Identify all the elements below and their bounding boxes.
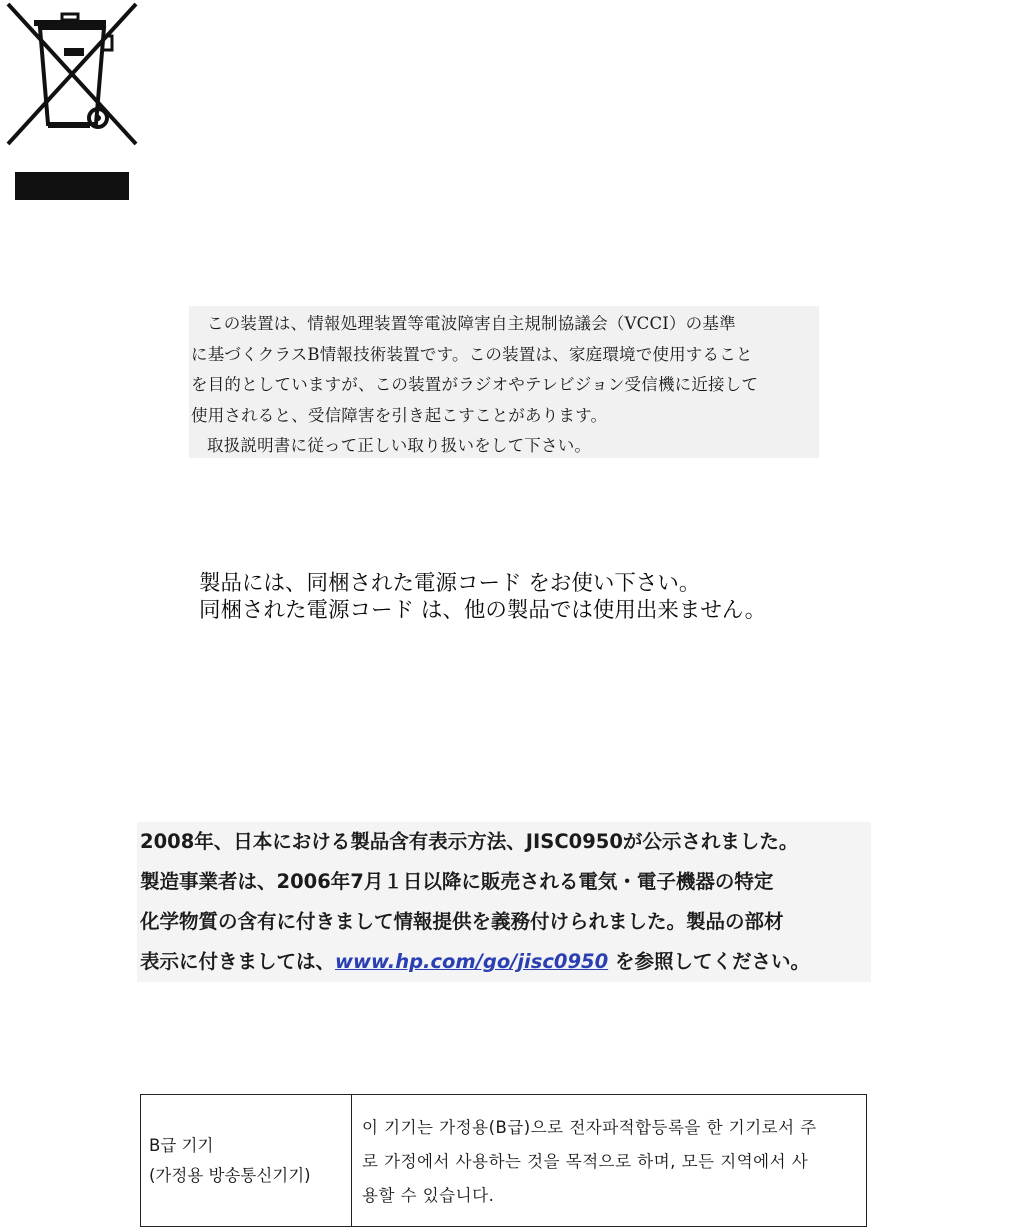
jis-line-4-suffix: を参照してください。 <box>608 950 810 973</box>
jis-line-4 <box>140 942 871 982</box>
class-description-line-2: 로 가정에서 사용하는 것을 목적으로 하며, 모든 지역에서 사 <box>362 1151 809 1171</box>
vcci-line-1: この装置は、情報処理装置等電波障害自主規制協議会（VCCI）の基準 <box>207 314 736 333</box>
power-cord-line-2: 同梱された電源コード は、他の製品では使用出来ません。 <box>199 598 767 623</box>
class-sub-label: (가정용 방송통신기기) <box>149 1165 311 1185</box>
class-description-line-3: 용할 수 있습니다. <box>362 1185 495 1205</box>
class-label: B급 기기 <box>149 1135 214 1155</box>
jis-link[interactable]: www.hp.com/go/jisc0950 <box>335 950 609 973</box>
weee-black-bar <box>15 172 129 200</box>
vcci-line-5: 取扱説明書に従って正しい取り扱いをして下さい。 <box>207 436 592 455</box>
jis-line-3: 化学物質の含有に付きまして情報提供を義務付けられました。製品の部材 <box>140 910 784 933</box>
vcci-notice <box>189 306 819 458</box>
jis-c0950-notice <box>137 822 871 982</box>
class-label-cell <box>141 1095 352 1227</box>
vcci-line-4: 使用されると、受信障害を引き起こすことがあります。 <box>191 405 608 425</box>
jis-line-2: 製造事業者は、2006年7月１日以降に販売される電気・電子機器の特定 <box>140 870 774 893</box>
power-cord-notice <box>199 570 766 624</box>
class-description-line-1: 이 기기는 가정용(B급)으로 전자파적합등록을 한 기기로서 주 <box>362 1117 817 1137</box>
class-description-cell <box>352 1095 867 1227</box>
vcci-line-3: を目的としていますが、この装置がラジオやテレビジョン受信機に近接して <box>191 375 759 394</box>
korea-class-b-table <box>140 1094 867 1227</box>
jis-line-1: 2008年、日本における製品含有表示方法、JISC0950が公示されました。 <box>140 830 799 853</box>
crossed-out-bin-icon <box>4 0 140 148</box>
vcci-line-2: に基づくクラスB情報技術装置です。この装置は、家庭環境で使用すること <box>191 344 753 364</box>
table-row <box>141 1095 867 1227</box>
power-cord-line-1: 製品には、同梱された電源コード をお使い下さい。 <box>199 571 701 596</box>
jis-line-4-prefix: 表示に付きましては、 <box>140 950 336 973</box>
